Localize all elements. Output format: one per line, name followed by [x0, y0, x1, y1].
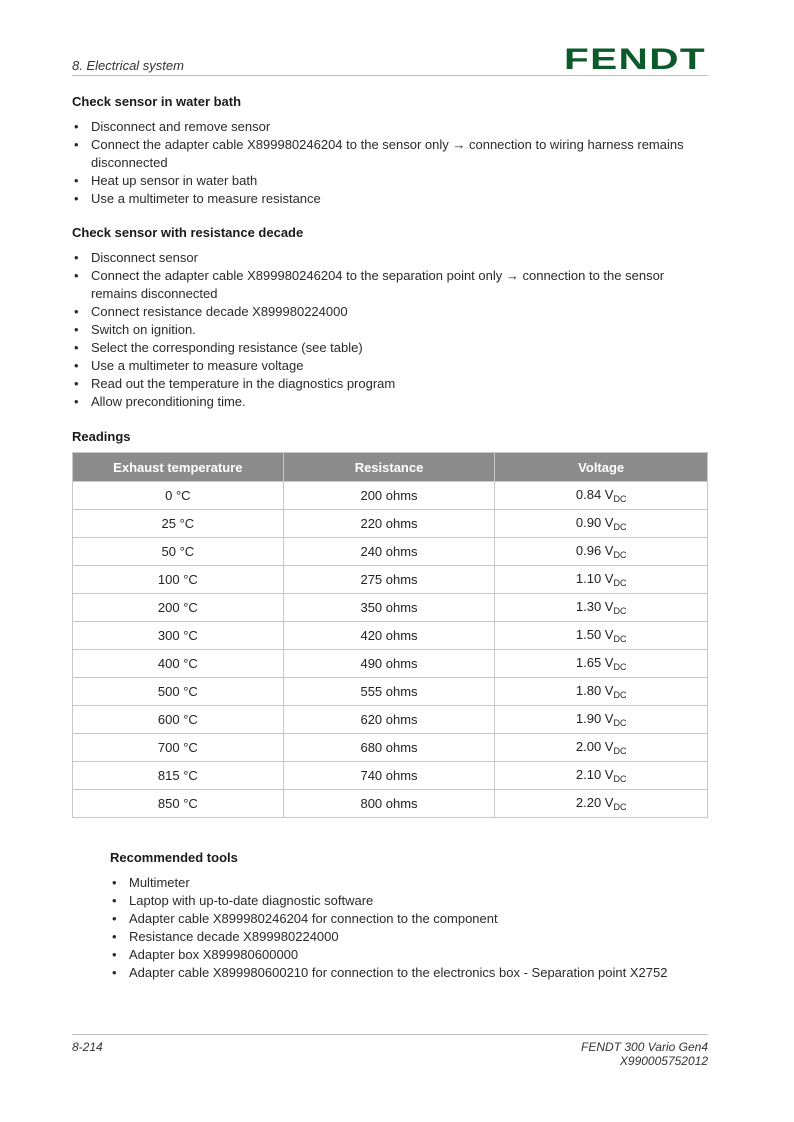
temperature-cell: 400 °C	[73, 650, 284, 678]
voltage-cell: 1.90 $V_{DC}$	[495, 706, 708, 734]
table-row	[73, 678, 708, 706]
resistance-cell: 740 ohms	[283, 762, 495, 790]
table-row	[73, 482, 708, 510]
temperature-cell: 815 °C	[73, 762, 284, 790]
resistance-cell: 800 ohms	[283, 790, 495, 818]
list-item: • Adapter cable X899980246204 for connection to the component	[110, 910, 710, 928]
temperature-cell: 25 °C	[73, 510, 284, 538]
list-item: • Connect the adapter cable X899980246204 to the separation point only → connection to the sensor remains disconnected	[72, 267, 708, 303]
table-row	[73, 706, 708, 734]
list-item: • Multimeter	[110, 874, 710, 892]
table-row	[73, 538, 708, 566]
readings-heading: Readings	[72, 429, 131, 444]
svg-text:FENDT: FENDT	[564, 44, 706, 74]
list-item: • Switch on ignition.	[72, 321, 708, 339]
temperature-cell: 0 °C	[73, 482, 284, 510]
resistance-cell: 275 ohms	[283, 566, 495, 594]
tools-list	[110, 874, 710, 982]
resistance-cell: 555 ohms	[283, 678, 495, 706]
voltage-cell: 0.96 $V_{DC}$	[495, 538, 708, 566]
temperature-cell: 300 °C	[73, 622, 284, 650]
temperature-cell: 700 °C	[73, 734, 284, 762]
resistance-cell: 240 ohms	[283, 538, 495, 566]
resistance-decade-steps	[72, 249, 708, 411]
list-item: • Connect the adapter cable X899980246204 to the sensor only → connection to wiring harness remains disconnected	[72, 136, 708, 172]
column-header: Exhaust temperature	[73, 453, 284, 482]
readings-table	[72, 452, 708, 818]
footer-divider	[72, 1034, 708, 1035]
list-item: • Use a multimeter to measure resistance	[72, 190, 708, 208]
voltage-cell: 2.20 $V_{DC}$	[495, 790, 708, 818]
resistance-cell: 220 ohms	[283, 510, 495, 538]
list-item: • Read out the temperature in the diagnostics program	[72, 375, 708, 393]
list-item: • Disconnect and remove sensor	[72, 118, 708, 136]
tools-heading: Recommended tools	[110, 850, 238, 865]
model-name: FENDT 300 Vario Gen4	[581, 1040, 708, 1054]
voltage-cell: 1.10 $V_{DC}$	[495, 566, 708, 594]
voltage-cell: 2.00 $V_{DC}$	[495, 734, 708, 762]
temperature-cell: 50 °C	[73, 538, 284, 566]
table-row	[73, 566, 708, 594]
temperature-cell: 850 °C	[73, 790, 284, 818]
table-row	[73, 622, 708, 650]
list-item: • Disconnect sensor	[72, 249, 708, 267]
voltage-cell: 1.30 $V_{DC}$	[495, 594, 708, 622]
voltage-cell: 2.10 $V_{DC}$	[495, 762, 708, 790]
column-header: Resistance	[283, 453, 495, 482]
temperature-cell: 200 °C	[73, 594, 284, 622]
voltage-cell: 0.84 $V_{DC}$	[495, 482, 708, 510]
fendt-logo	[563, 44, 707, 74]
resistance-cell: 350 ohms	[283, 594, 495, 622]
list-item: • Laptop with up-to-date diagnostic software	[110, 892, 710, 910]
list-item: • Connect resistance decade X899980224000	[72, 303, 708, 321]
table-row	[73, 734, 708, 762]
list-item: • Adapter box X899980600000	[110, 946, 710, 964]
voltage-cell: 1.50 $V_{DC}$	[495, 622, 708, 650]
water-bath-heading: Check sensor in water bath	[72, 94, 242, 109]
table-row	[73, 650, 708, 678]
document-number: X990005752012	[619, 1054, 708, 1068]
water-bath-steps	[72, 118, 708, 208]
header-divider	[72, 75, 708, 76]
list-item: • Allow preconditioning time.	[72, 393, 708, 411]
table-header-row	[73, 453, 708, 482]
list-item: • Select the corresponding resistance (see table)	[72, 339, 708, 357]
voltage-cell: 1.80 $V_{DC}$	[495, 678, 708, 706]
table-row	[73, 762, 708, 790]
temperature-cell: 600 °C	[73, 706, 284, 734]
resistance-cell: 620 ohms	[283, 706, 495, 734]
page-number: 8-214	[72, 1040, 103, 1054]
list-item: • Heat up sensor in water bath	[72, 172, 708, 190]
resistance-cell: 200 ohms	[283, 482, 495, 510]
table-row	[73, 510, 708, 538]
column-header: Voltage	[495, 453, 708, 482]
list-item: • Resistance decade X899980224000	[110, 928, 710, 946]
footer-doc-info	[581, 1040, 708, 1068]
resistance-cell: 680 ohms	[283, 734, 495, 762]
voltage-cell: 0.90 $V_{DC}$	[495, 510, 708, 538]
temperature-cell: 100 °C	[73, 566, 284, 594]
table-row	[73, 594, 708, 622]
list-item: • Adapter cable X899980600210 for connection to the electronics box - Separation point X2752	[110, 964, 710, 982]
temperature-cell: 500 °C	[73, 678, 284, 706]
resistance-decade-heading: Check sensor with resistance decade	[72, 225, 304, 240]
resistance-cell: 490 ohms	[283, 650, 495, 678]
table-row	[73, 790, 708, 818]
resistance-cell: 420 ohms	[283, 622, 495, 650]
list-item: • Use a multimeter to measure voltage	[72, 357, 708, 375]
voltage-cell: 1.65 $V_{DC}$	[495, 650, 708, 678]
section-title: 8. Electrical system	[72, 58, 184, 73]
